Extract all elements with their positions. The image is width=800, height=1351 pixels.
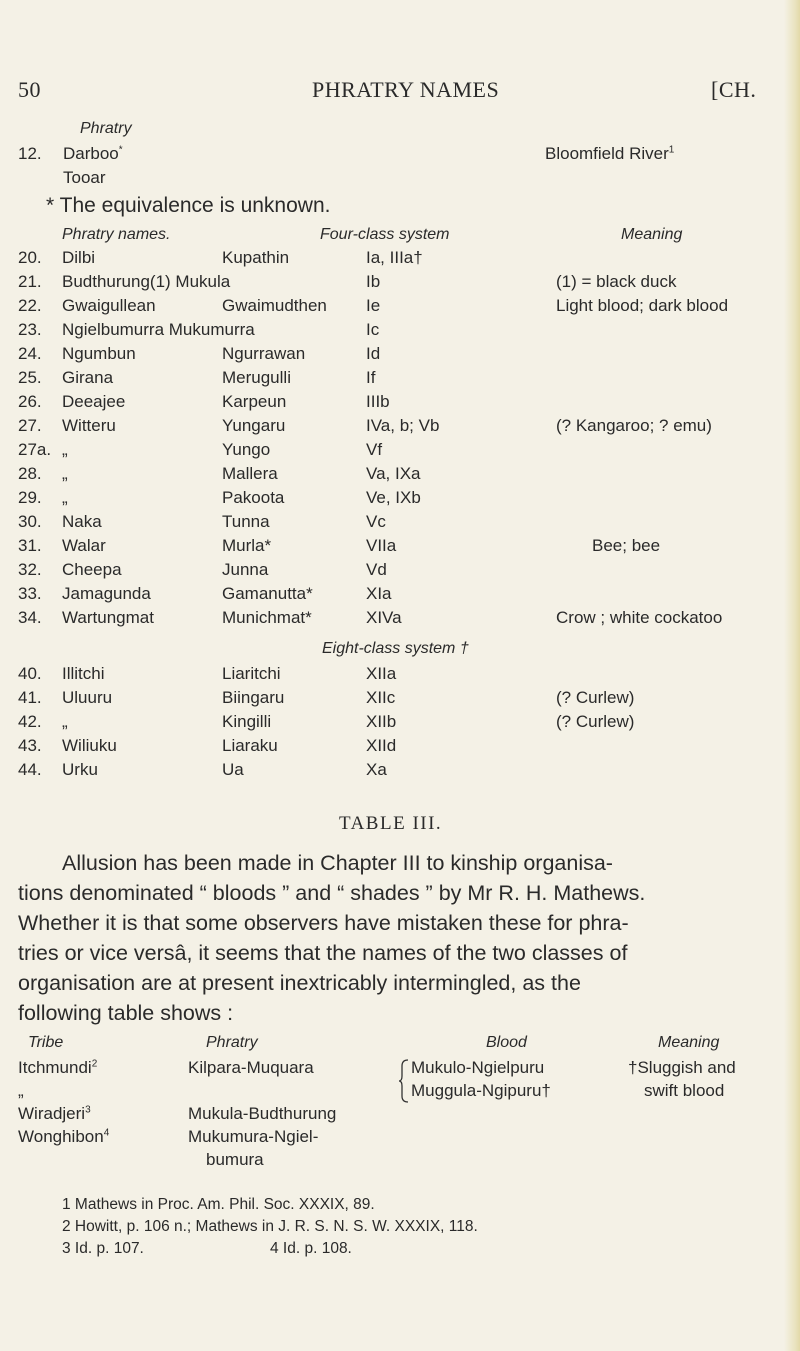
phratry-cell: Cheepa bbox=[62, 560, 122, 579]
phratry-name-2: Tooar bbox=[63, 168, 106, 187]
footnote-4: 4 Id. p. 108. bbox=[270, 1240, 352, 1257]
phratry-cell: Ngielbumurra Mukumurra bbox=[62, 320, 255, 339]
class-cell: Id bbox=[366, 344, 381, 363]
clan-cell: Tunna bbox=[222, 512, 270, 531]
row-number: 34. bbox=[18, 608, 42, 627]
class-cell: Ve, IXb bbox=[366, 488, 421, 507]
class-cell: Va, IXa bbox=[366, 464, 421, 483]
col-header-four-class: Four-class system bbox=[320, 226, 450, 243]
meaning-cell: swift blood bbox=[644, 1081, 725, 1100]
row-number: 27. bbox=[18, 416, 42, 435]
chapter-mark: [CH. bbox=[711, 77, 757, 102]
class-cell: IVa, b; Vb bbox=[366, 416, 440, 435]
clan-cell: Kupathin bbox=[222, 248, 290, 267]
class-cell: Vc bbox=[366, 512, 386, 531]
phratry-cell: Dilbi bbox=[62, 248, 96, 267]
phratry-cell: Witteru bbox=[62, 416, 116, 435]
row-number: 42. bbox=[18, 712, 42, 731]
tribe-cell: Wiradjeri$^3$ bbox=[18, 1104, 91, 1123]
t3-header-blood: Blood bbox=[486, 1034, 527, 1051]
clan-cell: Munichmat* bbox=[222, 608, 312, 627]
clan-cell: Liaritchi bbox=[222, 664, 281, 683]
clan-cell: Merugulli bbox=[222, 368, 291, 387]
class-cell: Ia, IIIa† bbox=[366, 248, 423, 267]
row-number: 30. bbox=[18, 512, 42, 531]
meaning-cell: (? Curlew) bbox=[556, 712, 635, 731]
phratry-cell: Mukula-Budthurung bbox=[188, 1104, 337, 1123]
paragraph-line-1: Allusion has been made in Chapter III to kinship organisa- bbox=[62, 851, 613, 875]
class-cell: XIIc bbox=[366, 688, 396, 707]
row-number: 27a. bbox=[18, 440, 52, 459]
meaning-cell: Light blood; dark blood bbox=[556, 296, 729, 315]
paragraph-line-3: Whether it is that some observers have mistaken these for phra- bbox=[18, 911, 629, 935]
t3-header-tribe: Tribe bbox=[28, 1034, 64, 1051]
row-number: 31. bbox=[18, 536, 42, 555]
phratry-cell: Illitchi bbox=[62, 664, 105, 683]
meaning-cell: (? Curlew) bbox=[556, 688, 635, 707]
class-cell: XIIb bbox=[366, 712, 397, 731]
footnote-3: 3 Id. p. 107. bbox=[62, 1240, 144, 1257]
phratry-cell: Uluuru bbox=[62, 688, 113, 707]
class-cell: XIId bbox=[366, 736, 397, 755]
tribe-cell: Wonghibon$^4$ bbox=[18, 1127, 110, 1146]
paragraph-line-5: organisation are at present inextricably intermingled, as the bbox=[18, 971, 581, 995]
page-edge-shadow bbox=[784, 0, 800, 1351]
clan-cell: Ngurrawan bbox=[222, 344, 306, 363]
row-number: 20. bbox=[18, 248, 42, 267]
row-number: 22. bbox=[18, 296, 42, 315]
phratry-name-1: Darboo* bbox=[63, 144, 123, 163]
row-number: 43. bbox=[18, 736, 42, 755]
phratry-cell: Jamagunda bbox=[62, 584, 151, 603]
clan-cell: Kingilli bbox=[222, 712, 272, 731]
row-number: 32. bbox=[18, 560, 42, 579]
row-number: 24. bbox=[18, 344, 42, 363]
phratry-cell: Wiliuku bbox=[62, 736, 117, 755]
col-header-phratry: Phratry names. bbox=[62, 226, 171, 243]
table-title: TABLE III. bbox=[339, 813, 443, 834]
paragraph-line-4: tries or vice versâ, it seems that the names of the two classes of bbox=[18, 941, 628, 965]
phratry-cell: Wartungmat bbox=[62, 608, 154, 627]
meaning-cell: Bee; bee bbox=[592, 536, 661, 555]
row-number: 40. bbox=[18, 664, 42, 683]
row-number: 29. bbox=[18, 488, 42, 507]
clan-cell: Ua bbox=[222, 760, 244, 779]
t3-header-meaning: Meaning bbox=[658, 1034, 720, 1051]
meaning-cell: (? Kangaroo; ? emu) bbox=[556, 416, 712, 435]
clan-cell: Karpeun bbox=[222, 392, 287, 411]
phratry-label: Phratry bbox=[80, 120, 132, 137]
t3-header-phratry: Phratry bbox=[206, 1034, 258, 1051]
class-cell: IIIb bbox=[366, 392, 390, 411]
clan-cell: Mallera bbox=[222, 464, 278, 483]
phratry-cell: „ bbox=[62, 712, 68, 731]
brace-icon bbox=[398, 1058, 410, 1104]
meaning-cell: Crow ; white cockatoo bbox=[556, 608, 723, 627]
footnote-2: 2 Howitt, p. 106 n.; Mathews in J. R. S. N. S. W. XXXIX, 118. bbox=[62, 1218, 478, 1235]
phratry-cell: Girana bbox=[62, 368, 114, 387]
clan-cell: Liaraku bbox=[222, 736, 278, 755]
clan-cell: Murla* bbox=[222, 536, 272, 555]
class-cell: Ic bbox=[366, 320, 380, 339]
equivalence-note: * The equivalence is unknown. bbox=[46, 194, 331, 217]
row-number: 28. bbox=[18, 464, 42, 483]
paragraph-line-6: following table shows : bbox=[18, 1001, 234, 1025]
clan-cell: Yungo bbox=[222, 440, 271, 459]
row-number: 26. bbox=[18, 392, 42, 411]
class-cell: If bbox=[366, 368, 376, 387]
phratry-cell: Urku bbox=[62, 760, 98, 779]
phratry-cell: Budthurung(1) Mukula bbox=[62, 272, 231, 291]
blood-cell: Muggula-Ngipuru† bbox=[411, 1081, 551, 1100]
blood-cell: Mukulo-Ngielpuru bbox=[411, 1058, 545, 1077]
row-number: 44. bbox=[18, 760, 42, 779]
class-cell: XIa bbox=[366, 584, 392, 603]
row-number: 41. bbox=[18, 688, 42, 707]
phratry-cell: Mukumura-Ngiel- bbox=[188, 1127, 319, 1146]
row-number: 33. bbox=[18, 584, 42, 603]
clan-cell: Gamanutta* bbox=[222, 584, 313, 603]
class-cell: XIIa bbox=[366, 664, 397, 683]
class-cell: Ib bbox=[366, 272, 381, 291]
row-number: 25. bbox=[18, 368, 42, 387]
col-header-meaning: Meaning bbox=[621, 226, 683, 243]
phratry-cell: „ bbox=[62, 440, 68, 459]
clan-cell: Yungaru bbox=[222, 416, 286, 435]
class-cell: Xa bbox=[366, 760, 387, 779]
class-cell: Vd bbox=[366, 560, 387, 579]
tribe-cell: „ bbox=[18, 1081, 24, 1100]
clan-cell: Junna bbox=[222, 560, 269, 579]
class-cell: VIIa bbox=[366, 536, 397, 555]
tribe-cell: Itchmundi$^2$ bbox=[18, 1058, 98, 1077]
clan-cell: Biingaru bbox=[222, 688, 285, 707]
meaning-cell: †Sluggish and bbox=[628, 1058, 736, 1077]
eight-class-header: Eight-class system † bbox=[322, 640, 469, 657]
phratry-cell: bumura bbox=[206, 1150, 264, 1169]
phratry-cell: „ bbox=[62, 488, 68, 507]
class-cell: Vf bbox=[366, 440, 383, 459]
row-number: 23. bbox=[18, 320, 42, 339]
phratry-cell: Gwaigullean bbox=[62, 296, 156, 315]
class-cell: XIVa bbox=[366, 608, 402, 627]
footnote-1: 1 Mathews in Proc. Am. Phil. Soc. XXXIX, 89. bbox=[62, 1196, 375, 1213]
meaning-cell: (1) = black duck bbox=[556, 272, 677, 291]
class-cell: Ie bbox=[366, 296, 381, 315]
phratry-cell: Walar bbox=[62, 536, 106, 555]
clan-cell: Pakoota bbox=[222, 488, 285, 507]
phratry-cell: Ngumbun bbox=[62, 344, 136, 363]
phratry-cell: Kilpara-Muquara bbox=[188, 1058, 314, 1077]
phratry-cell: Naka bbox=[62, 512, 102, 531]
running-title: PHRATRY NAMES bbox=[312, 77, 500, 102]
row-number: 21. bbox=[18, 272, 42, 291]
phratry-cell: „ bbox=[62, 464, 68, 483]
phratry-cell: Deeajee bbox=[62, 392, 126, 411]
clan-cell: Gwaimudthen bbox=[222, 296, 327, 315]
paragraph-line-2: tions denominated “ bloods ” and “ shades ” by Mr R. H. Mathews. bbox=[18, 881, 646, 905]
item-number: 12. bbox=[18, 144, 42, 163]
page-number: 50 bbox=[18, 77, 41, 102]
locality: Bloomfield River$^1$ bbox=[545, 144, 675, 163]
